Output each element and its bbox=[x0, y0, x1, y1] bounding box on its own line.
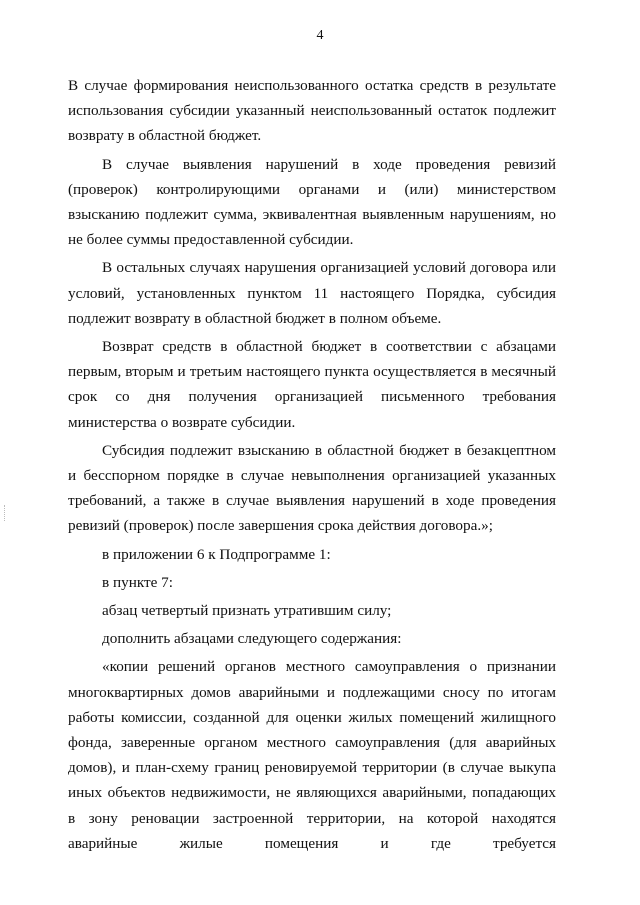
scan-margin-mark bbox=[4, 505, 6, 521]
paragraph-appendix-6: в приложении 6 к Подпрограмме 1: bbox=[102, 545, 331, 563]
paragraph-copies-of-decisions: «копии решений органов местного самоуправления о признании многоквартирных домов аварийными и подлежащими сносу по итогам работы комиссии, созданной для оценки жилых помещений жилищного фонда, заверенные органом местного самоуправления (для аварийных домов), и план-схему границ реновируемой территории (в случае выкупа иных объектов недвижимости, не являющихся аварийными, попадающих в зону реновации застроенной территории, на которой находятся аварийные жилые помещения и где требуется bbox=[68, 658, 556, 852]
paragraph-refund-terms: Возврат средств в областной бюджет в соответствии с абзацами первым, вторым и третьим настоящего пункта осуществляется в месячный срок со дня получения организацией письменного требования министерства о возврате субсидии. bbox=[68, 338, 556, 431]
paragraph-undisputed-recovery: Субсидия подлежит взысканию в областной бюджет в безакцептном и бесспорном порядке в случае невыполнения организацией указанных требований, а также в случае выявления нарушений в ходе проведения ревизий (проверок) после завершения срока действия договора.»; bbox=[68, 441, 556, 535]
paragraph-unused-balance: В случае формирования неиспользованного остатка средств в результате использования субсидии указанный неиспользованный остаток подлежит возврату в областной бюджет. bbox=[68, 77, 556, 145]
document-body bbox=[68, 73, 556, 856]
paragraph-clause-7: в пункте 7: bbox=[102, 573, 173, 591]
paragraph-fourth-subparagraph: абзац четвертый признать утратившим силу; bbox=[102, 602, 392, 620]
paragraph-violations-audit: В случае выявления нарушений в ходе проведения ревизий (проверок) контролирующими органами и (или) министерством взысканию подлежит сумма, эквивалентная выявленным нарушениям, но не более суммы предоставленной субсидии. bbox=[68, 155, 556, 249]
paragraph-other-violations: В остальных случаях нарушения организацией условий договора или условий, установленных пунктом 11 настоящего Порядка, субсидия подлежит возврату в областной бюджет в полном объеме. bbox=[68, 259, 556, 327]
page-number: 4 bbox=[316, 28, 324, 43]
paragraph-add-subparagraphs: дополнить абзацами следующего содержания: bbox=[102, 630, 402, 648]
